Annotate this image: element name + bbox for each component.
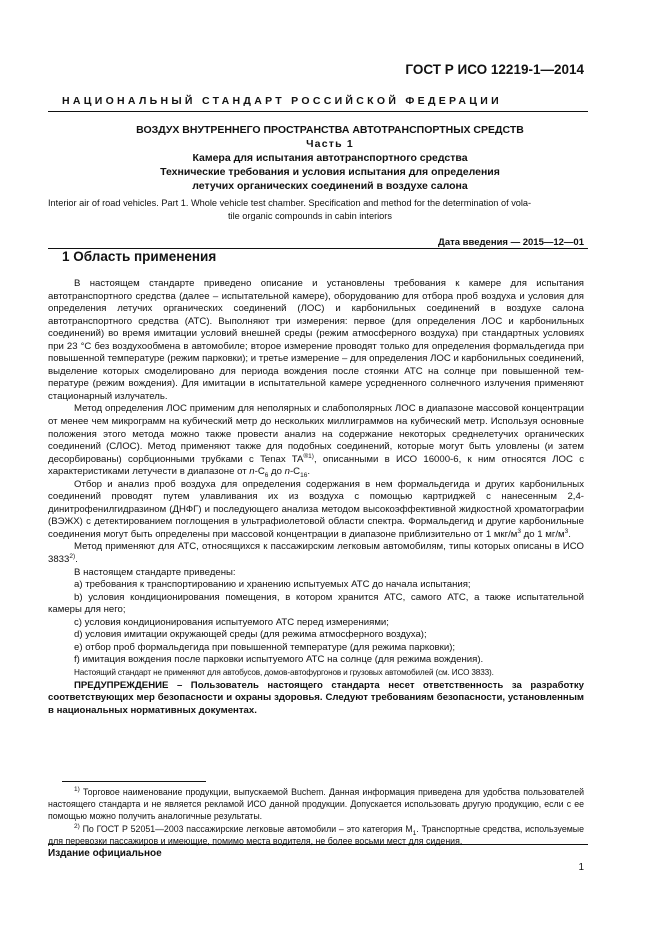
paragraph-scope: В настоящем стандарте приведено описание и установлены требования к камере для испытания автотранспортного средства (далее – испытательной камере), оборудованию для отбора проб воздуха и условия для определения летучих органических соединений (ЛОС) и карбонильных соединений в воздухе салона автотранспортного средства (АТС). Выполняют три измерения: первое (для определения ЛОС и карбонильных соединений) во время имитации условий внешней среды (режим атмосферного воздуха) при стандартных условиях при 23 °С без воздухообмена в автомобиле; второе измерение проводят только для определения формальдегида при повышенной температуре (режим парковки); и третье измерение – для определения ЛОС и карбонильных соединений, выделение которых смоделировано для периода вождения после стоянки АТС на солнце при повышенной температуре (режим вождения). Для имитации в испытательной камере усредненного солнечного излучения применяют стационарный излучатель. [48,278,584,402]
list-item-e: e) отбор проб формальдегида при повышенной температуре (для режима парковки); [74,641,456,653]
document-title: ВОЗДУХ ВНУТРЕННЕГО ПРОСТРАНСТВА АВТОТРАНСПОРТНЫХ СРЕДСТВ [136,124,524,136]
paragraph-voc-method: Метод определения ЛОС применим для неполярных и слабополярных ЛОС в диапазоне массовой концентрации от менее чем микрограмм на кубический метр до нескольких миллиграммов на кубический метр. Используя основные положения этого метода можно также провести анализ на содержание некоторых среднелетучих органических соединений (СЛОС). Метод применяют также для подобных соединений, которые могут быть уловлены (и затем десорбированы) сорбционными трубками с Tenax $TA^{®1)}$, описанными в ИСО 16000-6, к ним относятся ЛОС с характеристиками летучести в диапазоне от $n-C_6$ до $n-C_{16}$. [48,403,584,480]
english-title [48,197,588,223]
section-heading: 1 Область применения [62,249,217,264]
paragraph-applicability: Метод применяют для АТС, относящихся к пассажирским легковым автомобилям, типы которых описаны в ИСО 3833$^{2)}$. [48,541,584,566]
paragraph-carbonyl-method: Отбор и анализ проб воздуха для определения содержания в нем формальдегида и других карбонильных соединений проводят путем улавливания их из воздуха с помощью картриджей с нанесенным 2,4-динитрофенилгидразином (ДНФГ) и последующего анализа методом высокоэффективной жидкостной хроматографии (ВЭЖХ) с детектированием поглощения в ультрафиолетовой области спектра. Формальдегид и другие карбонильные соединения могут быть определены при массовой концентрации в диапазоне приблизительно от 1 мкг/$м^3$ до 1 $мг/м^3$. [48,478,584,540]
list-item-f: f) имитация вождения после парковки испытуемого АТС на солнце (для режима вождения). [74,654,484,666]
list-item-c: c) условия кондиционирования испытуемого АТС перед измерениями; [74,616,389,628]
subtitle-line-1: Камера для испытания автотранспортного средства [192,152,468,164]
footer-rule [48,844,588,845]
footnote-1: $^{1)}$ Торговое наименование продукции, выпускаемой Buchem. Данная информация приведена для удобства пользователей настоящего стандарта и не является рекламой ИСО данной продукции. Допускается использовать другую продукцию, если с ее помощью можно получить аналогичные результаты. [48,786,584,822]
list-item-d: d) условия имитации окружающей среды (для режима атмосферного воздуха); [74,629,427,641]
warning: ПРЕДУПРЕЖДЕНИЕ – Пользователь настоящего стандарта несет ответственность за разработку соответствующих мер безопасности и охраны здоровья. Следуют требованиям безопасности, установленным в национальных нормативных документах. [48,679,584,716]
english-title-line-1: Interior air of road vehicles. Part 1. Whole vehicle test chamber. Specification and method for the determination of vola- [48,198,532,208]
footnotes [48,786,584,847]
paragraph-list-intro: В настоящем стандарте приведены: [74,566,236,578]
subtitle-line-2: Технические требования и условия испытания для определения [160,166,500,178]
section-body [48,278,584,717]
standard-code: ГОСТ Р ИСО 12219-1—2014 [405,62,584,77]
list-item-b: b) условия кондиционирования помещения, в котором хранится АТС, самого АТС, а также испытательной камеры для него; [48,591,584,616]
footnote-2: $^{2)}$ По ГОСТ Р 52051—2003 пассажирские легковые автомобили – это категория $M_1$. Транспортные средства, используемые для перевозки пассажиров и имеющие, помимо места водителя, не более восьми мест для сидения. [48,822,584,846]
subtitle-line-3: летучих органических соединений в воздухе салона [192,180,468,192]
document-part: Часть 1 [306,138,354,150]
edition-label: Издание официальное [48,848,162,859]
note: Настоящий стандарт не применяют для автобусов, домов-автофургонов и грузовых автомобилей (см. ИСО 3833). [74,667,494,677]
national-standard-banner: НАЦИОНАЛЬНЫЙ СТАНДАРТ РОССИЙСКОЙ ФЕДЕРАЦИИ [62,95,502,107]
footnote-rule [62,781,206,782]
english-title-line-2: tile organic compounds in cabin interiors [228,211,392,221]
list-item-a: a) требования к транспортированию и хранению испытуемых АТС до начала испытания; [74,579,471,591]
page-number: 1 [578,862,584,873]
introduction-date: Дата введения — 2015—12—01 [438,237,584,248]
header-rule [48,111,588,112]
